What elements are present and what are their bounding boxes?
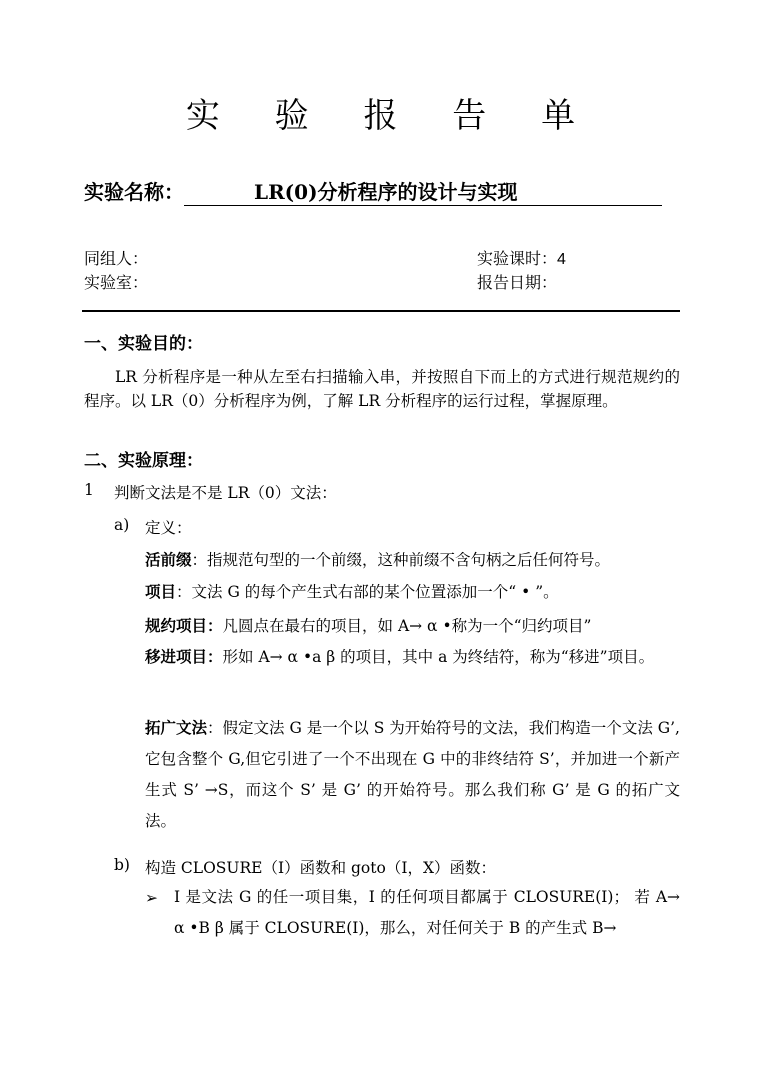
bullet-text: I 是文法 G 的任一项目集，I 的任何项目都属于 CLOSURE(I)； 若 A→ α •B β 属于 CLOSURE(I)，那么，对任何关于 B 的产生式 B→: [174, 888, 680, 937]
item-b-marker: b): [114, 856, 130, 874]
definition-item: [145, 580, 559, 602]
item1-number: 1: [84, 481, 94, 499]
definition-text: 形如 A→ α •a β 的项目，其中 a 为终结符，称为“移进”项目。: [222, 648, 655, 666]
experiment-name-line: [84, 176, 662, 206]
definition-term: 活前缀: [145, 550, 192, 569]
class-hours-label: 实验课时：4: [477, 251, 566, 268]
definition-text: 假定文法 G 是一个以 S 为开始符号的文法，我们构造一个文法 G’,它包含整个 G,但它引进了一个不出现在 G 中的非终结符 S’，并加进一个新产生式 S’ →S，而这个 S’ 是 G’ 的开始符号。那么我们称 G’ 是 G 的拓广文法。: [145, 719, 680, 830]
item-b-text: 构造 CLOSURE（I）函数和 goto（I，X）函数：: [145, 859, 496, 877]
section1-heading: 一、实验目的：: [84, 334, 203, 354]
item1-text: 判断文法是不是 LR（0）文法：: [114, 484, 337, 502]
section2-heading: 二、实验原理：: [84, 451, 203, 471]
definition-active-prefix: [145, 548, 610, 570]
definition-text: 文法 G 的每个产生式右部的某个位置添加一个“ • ”。: [191, 583, 559, 601]
definition-sep: ：: [207, 719, 223, 737]
definition-term: 规约项目：: [145, 616, 223, 635]
report-date-label: 报告日期：: [477, 275, 558, 292]
group-members-label: 同组人：: [84, 251, 149, 268]
definition-augmented-grammar: [145, 712, 680, 837]
section1-paragraph: LR 分析程序是一种从左至右扫描输入串，并按照自下而上的方式进行规范规约的程序。以 LR（0）分析程序为例，了解 LR 分析程序的运行过程，掌握原理。: [84, 368, 680, 410]
definition-text: 凡圆点在最右的项目，如 A→ α •称为一个“归约项目”: [222, 617, 592, 635]
definition-sep: ：: [176, 583, 192, 601]
definition-reduce-item: [145, 614, 591, 636]
item-a-text: 定义：: [145, 519, 192, 537]
lab-room-label: 实验室：: [84, 275, 149, 292]
definition-text: 指规范句型的一个前缀，这种前缀不含句柄之后任何符号。: [207, 551, 611, 569]
definition-sep: ：: [191, 551, 208, 569]
page-title: 实 验 报 告 单: [185, 96, 598, 136]
definition-term: 移进项目：: [145, 647, 223, 666]
experiment-name-value: LR(0)分析程序的设计与实现: [184, 179, 662, 206]
definition-shift-item: [145, 641, 680, 673]
definition-term: 拓广文法: [145, 718, 208, 737]
definition-term: 项目: [145, 582, 177, 601]
divider: [82, 310, 680, 312]
experiment-name-label: 实验名称：: [84, 180, 184, 204]
item-a-marker: a): [114, 516, 130, 534]
bullet-arrow-icon: ➢: [145, 889, 158, 907]
